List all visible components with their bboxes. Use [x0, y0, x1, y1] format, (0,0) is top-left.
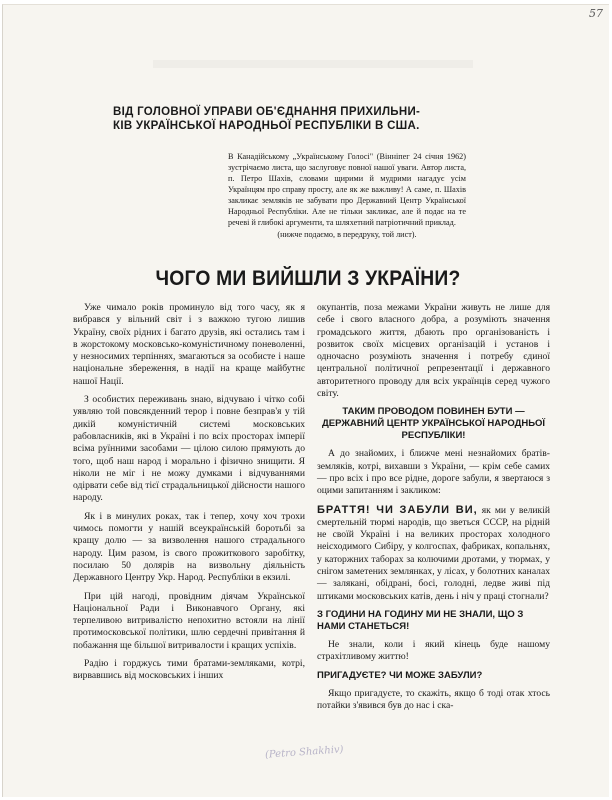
- paragraph: Якщо пригадуєте, то скажіть, якщо б тоді отак хтось потайки з'явився був до нас і ска-: [317, 687, 550, 711]
- header-line-1: ВІД ГОЛОВНОЇ УПРАВИ ОБ'ЄДНАННЯ ПРИХИЛЬНИ-: [113, 106, 421, 118]
- paragraph: Як і в минулих роках, так і тепер, хочу хоч трохи чимось помогти у нашій всеукраїнській боротьбі за кращу долю — за визволення нашого страдального народу. Цим разом, із свого прожиткового заробітку, посилаю 50 долярів на визвольну діяльність Державного Центру Укр. Народ. Республіки в екзилі.: [73, 510, 305, 584]
- article-title: ЧОГО МИ ВИЙШЛИ З УКРАЇНИ?: [155, 267, 461, 290]
- intro-text: В Канадійському „Українському Голосі" (Вінніпег 24 січня 1962) зустрічаємо листа, що заслуговує повної нашої уваги. Автор листа, п. Петро Шахів, словами щирими й мудрими нагадує усім Українцям про справу просту, але як же важливу! А саме, п. Шахів закликає земляків не забувати про Державний Центр Української Народньої Республіки. Але не тільки закликає, але й подає на те речеві й глибокі аргументи, та шляхетний патріотичний приклад.: [228, 152, 466, 227]
- call-heading: БРАТТЯ! ЧИ ЗАБУЛИ ВИ,: [317, 503, 478, 516]
- paragraph: А до знайомих, і ближче мені незнайомих братів-земляків, котрі, вихавши з України, — крім себе самих — про всіх і про все рідне, дороге забули, я звертаюся з оцими запитанням і закликом:: [317, 448, 550, 497]
- page-number: 57: [589, 7, 603, 20]
- paragraph: Уже чимало років проминуло від того часу, як я вибрався у вільний світ і з важкою тугою лишив Україну, своїх рідних і багато друзів, які остались там і в жорстокому московсько-комуністичному поневоленні, у незносимих терпіннях, змагаються за особисте і наше національне збереження, в надії на краще майбутнє нашої Нації.: [73, 302, 305, 387]
- call-text: як ми у великій смертельній тюрмі народів, що зветься СССР, на рідній не своїй Україні і на великих просторах холодного неісходимого Сибіру, у колгоспах, фабриках, копальнях, у каторжних таборах за колючими дротами, у тюрмах, у снігом заметених землянках, у лісах, у болотних каналах — залякані, обідрані, босі, голодні, ледве живі під штиками московських катів, день і ніч у праці стогнали?: [317, 504, 551, 602]
- paragraph: Не знали, коли і який кінець буде нашому страхітливому життю!: [317, 638, 550, 663]
- left-column: [73, 302, 305, 689]
- editorial-intro: [228, 151, 466, 240]
- section-heading: ТАКИМ ПРОВОДОМ ПОВИНЕН БУТИ — ДЕРЖАВНИЙ ЦЕНТР УКРАЇНСЬКОЇ НАРОДНЬОЇ РЕСПУБЛІКИ!: [322, 406, 545, 442]
- section-heading: ПРИГАДУЄТЕ? ЧИ МОЖЕ ЗАБУЛИ?: [317, 669, 483, 681]
- section-heading: З ГОДИНИ НА ГОДИНУ МИ НЕ ЗНАЛИ, ЩО З НАМИ СТАНЕТЬСЯ!: [317, 608, 524, 632]
- scan-mark: [153, 60, 473, 68]
- document-page: [2, 4, 609, 797]
- paragraph: Радію і горджусь тими братами-земляками, котрі, вирвавшись від московських і інших: [73, 658, 305, 682]
- organization-header: [113, 105, 533, 133]
- call-paragraph: [317, 504, 550, 603]
- right-column: [317, 302, 550, 718]
- handwritten-signature: (Petro Shakhiv): [264, 744, 344, 761]
- paragraph: З особистих переживань знаю, відчуваю і чітко собі уявляю той повсякденний терор і повне безправ'я у тій дикій комуністичній системі московських рабовласників, які в Україні і по всіх просторах імперії всіма руїнними засобами — цілою силою прямують до того, щоб наш народ і морально і фізично знищити. Я ніколи не міг і не можу думками і відчуваннями одірвати себе від тієї страдальницької дійсности нашого народу.: [73, 394, 305, 504]
- intro-note: (нижче подаємо, в передруку, той лист).: [277, 230, 417, 239]
- header-line-2: КІВ УКРАЇНСЬКОЇ НАРОДНЬОЇ РЕСПУБЛІКИ В США.: [113, 120, 420, 132]
- paragraph: При цій нагоді, провідним діячам Української Національної Ради і Виконавчого Органу, які терпеливою витривалістю непохитно встояли на лінії протимосковської політики, шлю сердечні привітання й побажання ще більшої витривалости і кращих успіхів.: [73, 590, 305, 651]
- paragraph: окупантів, поза межами України живуть не лише для себе і свого власного добра, а розуміють значення громадського життя, дбають про організованість і розвиток своїх місцевих організацій і установ і одночасно розуміють значення і потребу єдиної центральної політичної репрезентації і державного авторитетного проводу для всіх українців серед чужого світу.: [317, 302, 550, 400]
